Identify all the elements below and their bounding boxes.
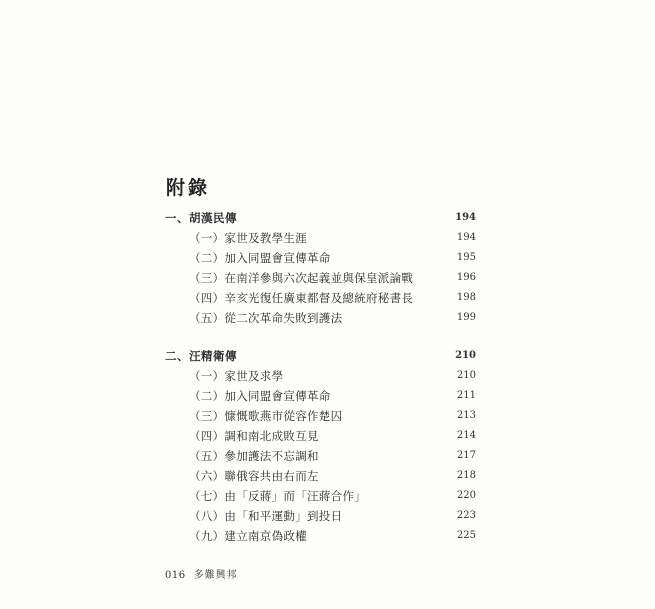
toc-page-number: 195 [456, 252, 476, 263]
toc-section-wang-jingwei [165, 348, 476, 364]
toc-page-number: 218 [456, 470, 476, 481]
toc-page-number: 225 [456, 530, 476, 541]
toc-entry-label: （二）加入同盟會宣傳革命 [189, 389, 331, 403]
toc-page-number: 211 [456, 390, 476, 401]
toc-entry-label: （九）建立南京偽政權 [189, 529, 307, 543]
toc-page-number: 214 [456, 430, 476, 441]
toc-entry-label: （七）由「反蔣」而「汪蔣合作」 [189, 489, 366, 503]
toc-entry-label: （四）調和南北成敗互見 [189, 429, 319, 443]
toc-entry [189, 468, 476, 484]
toc-page-number: 220 [456, 490, 476, 501]
toc-entry [189, 368, 476, 384]
toc-page-number: 194 [455, 212, 476, 223]
toc-entry [189, 388, 476, 404]
toc-page-number: 199 [456, 312, 476, 323]
toc-page-number: 223 [456, 510, 476, 521]
toc-entry-label: （八）由「和平運動」到投日 [189, 509, 343, 523]
toc-page-number: 196 [456, 272, 476, 283]
toc-section-hu-hanmin [165, 210, 476, 226]
toc-entry [189, 488, 476, 504]
toc-entry [189, 508, 476, 524]
appendix-heading: 附錄 [166, 177, 211, 199]
toc-page-number: 198 [456, 292, 476, 303]
toc-entry [189, 250, 476, 266]
toc-entry [189, 528, 476, 544]
toc-section-title: 一、胡漢民傳 [165, 211, 237, 225]
toc-entry-label: （三）在南洋參與六次起義並與保皇派論戰 [189, 271, 414, 285]
toc-entry [189, 428, 476, 444]
toc-entry-label: （五）參加護法不忘調和 [189, 449, 319, 463]
toc-entry [189, 230, 476, 246]
toc-section-title: 二、汪精衛傳 [165, 349, 237, 363]
toc-entry [189, 408, 476, 424]
toc-page-number: 213 [456, 410, 476, 421]
toc-entry-label: （四）辛亥光復任廣東都督及總統府秘書長 [189, 291, 414, 305]
toc-entry [189, 290, 476, 306]
running-book-title: 多難興邦 [193, 570, 238, 581]
folio-page-number: 016 [165, 570, 186, 581]
toc-page-number: 217 [456, 450, 476, 461]
toc-entry [189, 270, 476, 286]
toc-entry-label: （一）家世及求學 [189, 369, 284, 383]
toc-page-number: 210 [455, 350, 476, 361]
toc-entry-label: （一）家世及教學生涯 [189, 231, 307, 245]
page-footer [165, 566, 238, 581]
toc-page-number: 210 [456, 370, 476, 381]
toc-entry [189, 448, 476, 464]
toc-entry-label: （六）聯俄容共由右而左 [189, 469, 319, 483]
toc-entry-label: （二）加入同盟會宣傳革命 [189, 251, 331, 265]
toc-page-number: 194 [456, 232, 476, 243]
toc-entry-label: （三）慷慨歌燕市從容作楚囚 [189, 409, 343, 423]
toc-entry-label: （五）從二次革命失敗到護法 [189, 311, 343, 325]
toc-entry [189, 310, 476, 326]
